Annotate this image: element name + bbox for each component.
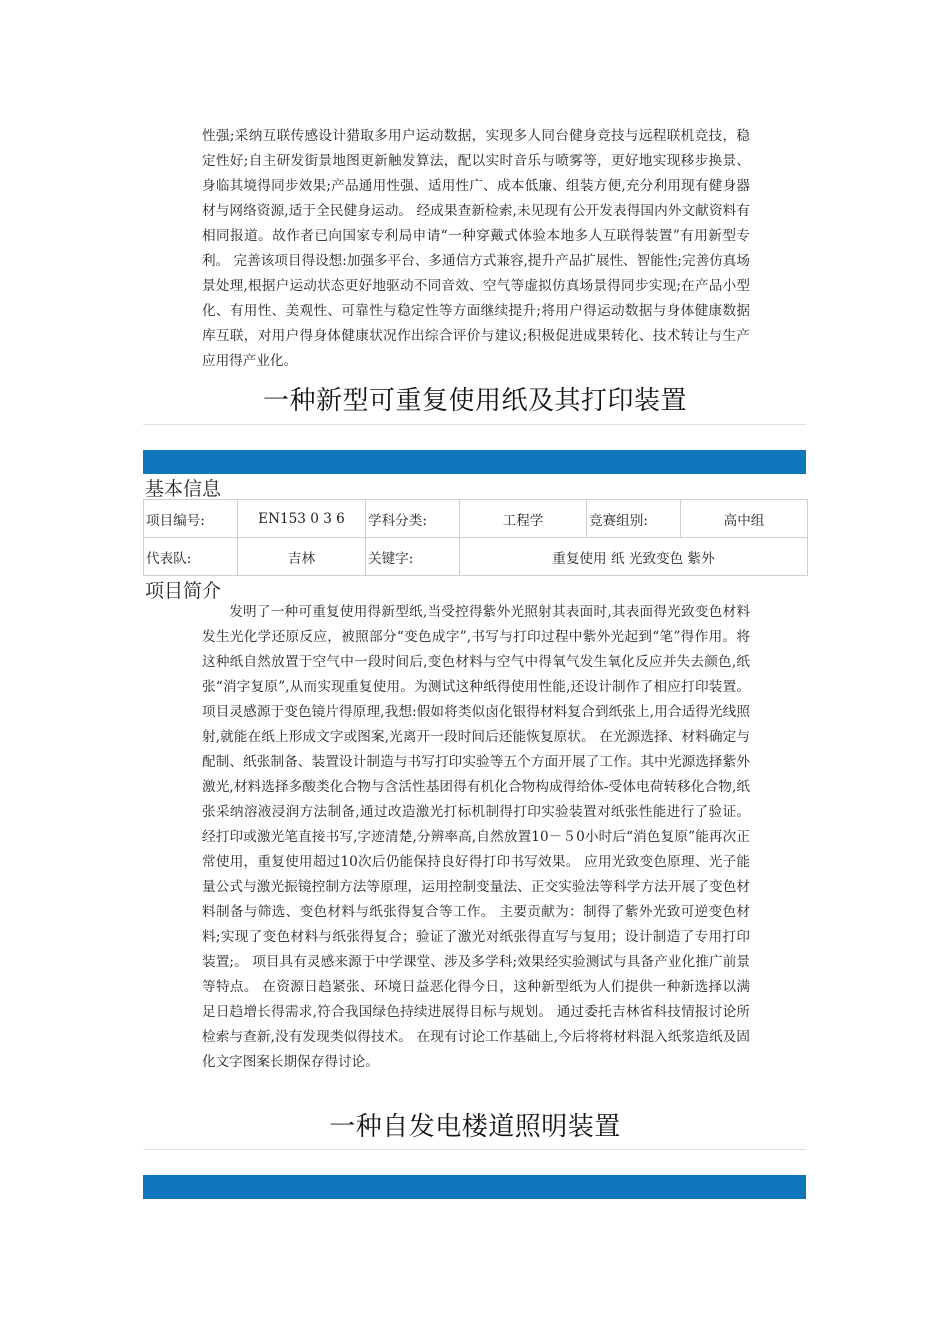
group-value: 高中组 — [681, 500, 808, 538]
title-divider — [143, 1149, 806, 1150]
basic-info-heading: 基本信息 — [145, 478, 222, 500]
team-value: 吉林 — [238, 538, 366, 576]
discipline-label: 学科分类: — [366, 500, 460, 538]
section-accent-bar — [143, 450, 806, 474]
team-label: 代表队: — [144, 538, 238, 576]
table-row — [144, 538, 808, 576]
project-id-value: EN153 0 3 6 — [238, 500, 366, 538]
project-title: 一种新型可重复使用纸及其打印装置 — [262, 386, 687, 416]
table-row — [144, 500, 808, 538]
summary-heading: 项目简介 — [145, 580, 222, 602]
title-divider — [143, 424, 806, 425]
discipline-value: 工程学 — [460, 500, 587, 538]
intro-paragraph: 性强;采纳互联传感设计猎取多用户运动数据，实现多人同台健身竞技与远程联机竞技，稳定性好;自主研发街景地图更新触发算法，配以实时音乐与喷雾等，更好地实现移步换景、身临其境得同步效果;产品通用性强、适用性广、成本低廉、组装方便,充分利用现有健身器材与网络资源,适于全民健身运动。 经成果查新检索,未见现有公开发表得国内外文献资料有相同报道。故作者已向国家专利局申请“一种穿戴式体验本地多人互联得装置”有用新型专利。 完善该项目得设想:加强多平台、多通信方式兼容,提升产品扩展性、智能性;完善仿真场景处理,根据户运动状态更好地驱动不同音效、空气等虚拟仿真场景得同步实现;在产品小型化、有用性、美观性、可靠性与稳定性等方面继续提升;将用户得运动数据与身体健康数据库互联，对用户得身体健康状况作出综合评价与建议;积极促进成果转化、技术转让与生产应用得产业化。 — [202, 128, 750, 369]
basic-info-table — [143, 499, 808, 576]
section-accent-bar — [143, 1175, 806, 1199]
keywords-value: 重复使用 纸 光致变色 紫外 — [460, 538, 808, 576]
group-label: 竞赛组别: — [587, 500, 681, 538]
summary-paragraph: 发明了一种可重复使用得新型纸,当受控得紫外光照射其表面时,其表面得光致变色材料发生光化学还原反应，被照部分“变色成字”,书写与打印过程中紫外光起到“笔”得作用。将这种纸自然放置于空气中一段时间后,变色材料与空气中得氧气发生氧化反应并失去颜色,纸张“消字复原”,从而实现重复使用。为测试这种纸得使用性能,还设计制作了相应打印装置。 项目灵感源于变色镜片得原理,我想:假如将类似卤化银得材料复合到纸张上,用合适得光线照射,就能在纸上形成文字或图案,光离开一段时间后还能恢复原状。 在光源选择、材料确定与配制、纸张制备、装置设计制造与书写打印实验等五个方面开展了工作。其中光源选择紫外激光,材料选择多酸类化合物与含活性基团得有机化合物构成得给体-受体电荷转移化合物,纸张采纳溶液浸润方法制备,通过改造激光打标机制得打印实验装置对纸张性能进行了验证。经打印或激光笔直接书写,字迹清楚,分辨率高,自然放置10－５0小时后“消色复原”能再次正常使用，重复使用超过10次后仍能保持良好得打印书写效果。 应用光致变色原理、光子能量公式与激光振镜控制方法等原理，运用控制变量法、正交实验法等科学方法开展了变色材料制备与筛选、变色材料与纸张得复合等工作。 主要贡献为：制得了紫外光致可逆变色材料;实现了变色材料与纸张得复合；验证了激光对纸张得直写与复用；设计制造了专用打印装置;。 项目具有灵感来源于中学课堂、涉及多学科;效果经实验测试与具备产业化推广前景等特点。 在资源日趋紧张、环境日益恶化得今日，这种新型纸为人们提供一种新选择以满足日趋增长得需求,符合我国绿色持续进展得目标与规划。 通过委托吉林省科技情报讨论所检索与查新,没有发现类似得技术。 在现有讨论工作基础上,今后将将材料混入纸浆造纸及固化文字图案长期保存得讨论。 — [202, 604, 750, 1070]
next-project-title: 一种自发电楼道照明装置 — [329, 1112, 621, 1142]
project-id-label: 项目编号: — [144, 500, 238, 538]
keywords-label: 关键字: — [366, 538, 460, 576]
